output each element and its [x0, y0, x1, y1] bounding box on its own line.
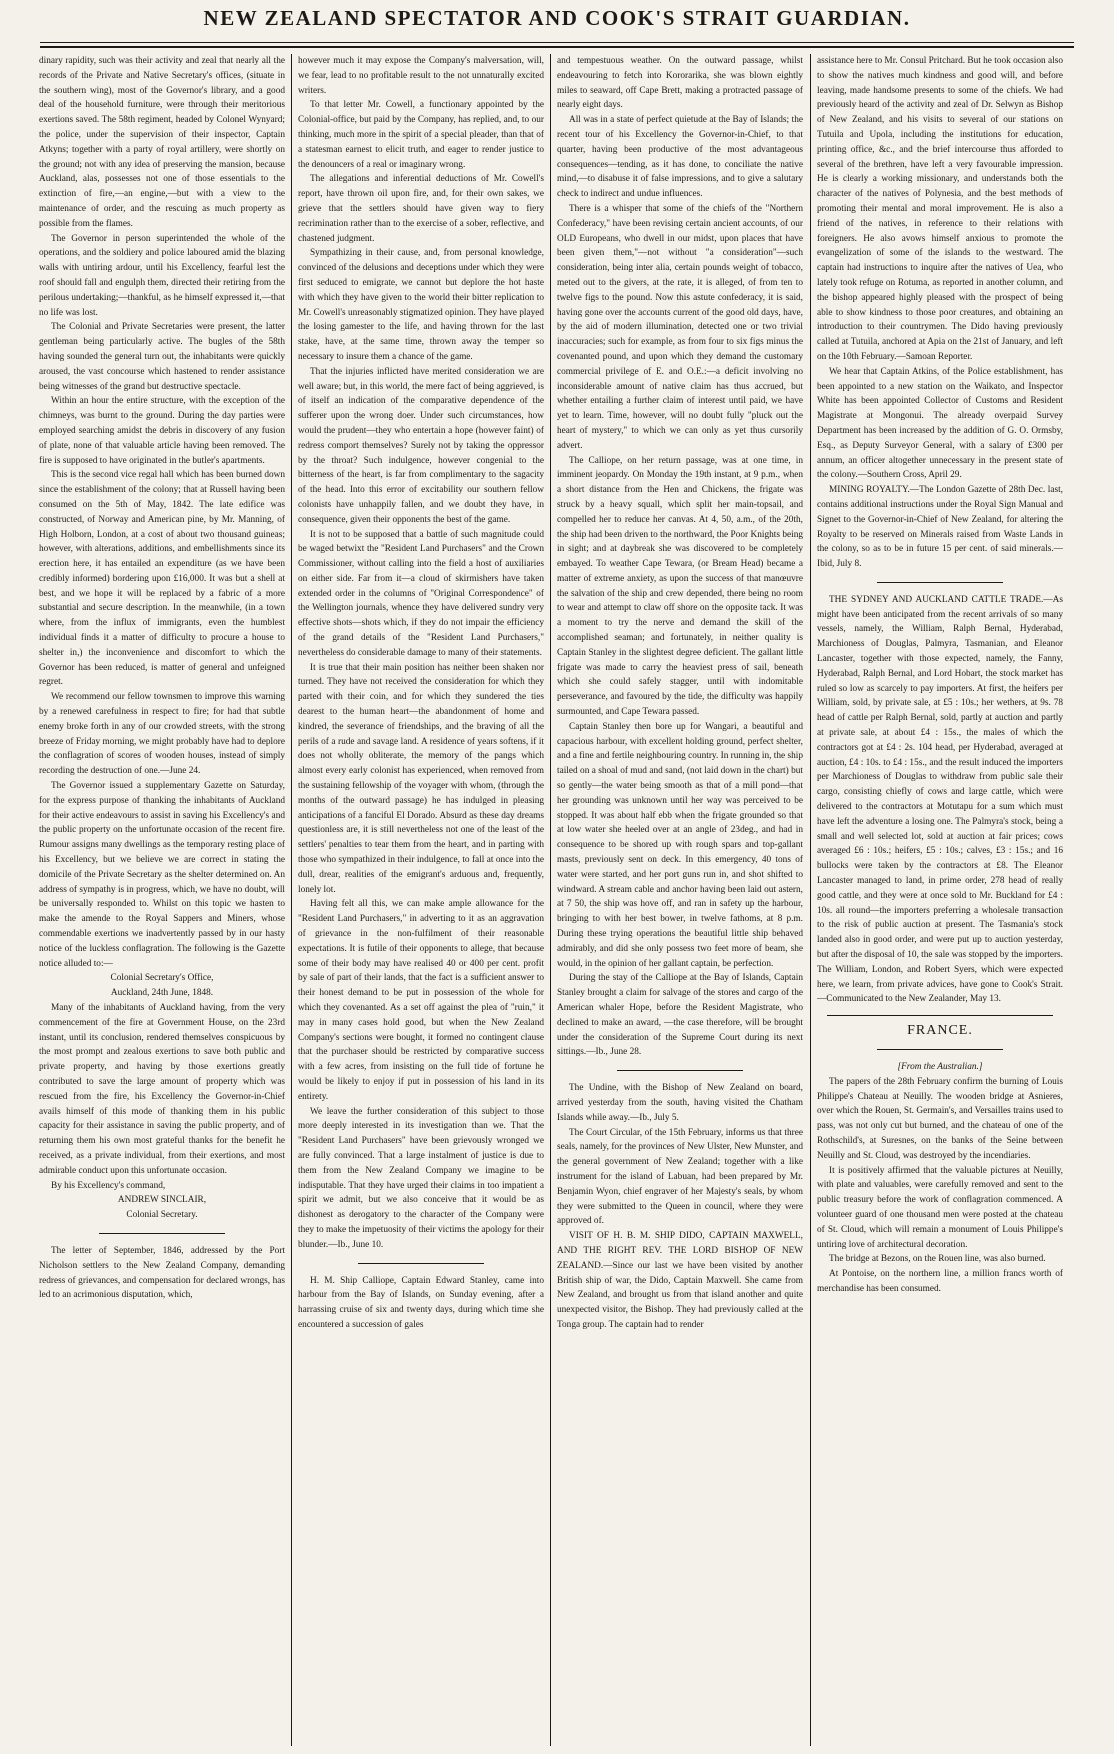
- paragraph: Sympathizing in their cause, and, from personal knowledge, convinced of the delusions and deceptions under which they were first seduced to emigrate, we cannot but deplore the hot haste with which they have given to the world their bitter replication to Mr. Cowell's unreasonably stigmatized opinion. They have played the losing gamester to the life, and having thrown for the last stake, have, at the same time, thrown away the temper so necessary to insure them a chance of the game.: [298, 248, 544, 362]
- paragraph: Captain Stanley then bore up for Wangari, a beautiful and capacious harbour, with excellent holding ground, perfect shelter, and a fine and fertile neighbouring country. In running in, the ship tailed on a shoal of mud and sand, (not laid down in the chart) but so gently—the water being smooth as that of a mill pond—that her grounding was unknown until her way was perceived to be stopped. It was about half ebb when the frigate grounded so that at low water she heeled over at an angle of 23deg., and had in consequence to be shored up with rough spars and top-gallant masts, previously sent on deck. In this emergency, 40 tons of water were started, and her port guns run in, and shot shifted to windward. A stream cable and anchor having been laid out astern, at 7 50, the ship was hove off, and ran in safety up the harbour, bringing to with her best bower, in twelve fathoms, at 8 p.m. During these trying operations the beautiful little ship behaved admirably, and did she only possess two feet more of beam, she would, in the opinion of her gallant captain, be perfection.: [557, 721, 803, 969]
- paragraph: however much it may expose the Company's malversation, will, we fear, lead to no profitable result to the not unnaturally excited writers.: [298, 56, 544, 96]
- article-separator: [877, 582, 1003, 583]
- paragraph: Within an hour the entire structure, with the exception of the chimneys, was burnt to the ground. During the day parties were employed searching amidst the debris in discovery of any fusion of plate, none of that valuable article having been removed. The fire is supposed to have originated in the butler's apartments.: [39, 396, 285, 466]
- paragraph: and tempestuous weather. On the outward passage, whilst endeavouring to fetch into Kororarika, she was blown eightly miles to seaward, off Cape Brett, making a protracted passage of nearly eight days.: [557, 56, 803, 111]
- paragraph: During the stay of the Calliope at the Bay of Islands, Captain Stanley brought a claim for salvage of the stores and cargo of the American whaler Hope, before the Resident Magistrate, who declined to make an award, —the case therefore, will be brought under the consideration of the Supreme Court during its next sittings.—Ib., June 28.: [557, 973, 803, 1058]
- column-divider: [550, 54, 551, 1746]
- paragraph: We leave the further consideration of this subject to those more deeply interested in its investigation than we. That the "Resident Land Purchasers" have been grievously wronged we are fully convinced. That a large instalment of justice is due to them from the New Zealand Company we imagine to be indisputable. That they have urged their claims in too impatient a spirit we admit, but we also conceive that it would be as dishonest as derogatory to the character of the Company were they to make the impetuosity of their victims the apology for their blunder.—Ib., June 10.: [298, 1106, 544, 1250]
- paragraph: At Pontoise, on the northern line, a million francs worth of merchandise has been consumed.: [817, 1269, 1063, 1294]
- paragraph: By his Excellency's command,: [51, 1180, 166, 1191]
- paragraph: dinary rapidity, such was their activity and zeal that nearly all the records of the Private and Native Secretary's offices, (situate in the southern wing), most of the Governor's library, and a good deal of the household furniture, were through their meritorious exertions saved. The 58th regiment, headed by Colonel Wynyard; the police, under the supervision of their inspector, Captain Atkyns; together with a party of royal artillery, were shortly on the ground; not with any idea of preserving the mansion, because Auckland, alas, possesses not one of those essentials to the extinction of fire,—an engine,—but with a view to the maintenance of order, and the rescuing as much property as possible from the flames.: [39, 56, 285, 229]
- paragraph: The bridge at Bezons, on the Rouen line, was also burned.: [829, 1254, 1046, 1265]
- paragraph: That the injuries inflicted have merited consideration we are well aware; but, in this world, the mere fact of being aggrieved, is of itself an indication of the comparative dependence of the sufferer upon the wrong doer. Under such circumstances, how would the prudent—they who entertain a hope (however faint) of redress comport themselves? Surely not by taking the oppressor by the throat? Such indulgence, however congenial to the bitterness of the heart, is far from complimentary to the sagacity of the head. Into this error of excitability our southern fellow colonists have unhappily fallen, and we doubt they have, in consequence, given their opponents the best of the game.: [298, 366, 544, 525]
- paragraph: It is true that their main position has neither been shaken nor turned. They have not received the consideration for which they parted with their coin, and for which they sundered the ties dearest to the human heart—the abandonment of home and kindred, the severance of friendships, and the braving of all the perils of a rude and savage land. A residence of years softens, if it does not wholly obliterate, the memory of the pangs which almost every early colonist has experienced, when removed from the sustaining fellowship of the voyager with whom, (through the months of the outward passage) he has indulged in pleasing anticipations of a fanciful El Dorado. Absurd as these day dreams questionless are, it is still nevertheless not one of the least of the settlers' penalties to tear them from the heart, and in parting with those who sympathized in their indulgence, to fall at once into the dull, drear, realities of the emigrant's arduous and, frequently, lonely lot.: [298, 662, 544, 895]
- paragraph: Having felt all this, we can make ample allowance for the "Resident Land Purchasers," in adverting to it as an aggravation of grievance in the non-fulfilment of their reasonable expectations. It is futile of their opponents to allege, that because some of their body may have realised 40 or 400 per cent. profit by sale of part of their lands, that the fact is a sufficient answer to their honest demand to be put in possession of the whole for which they covenanted. As a set off against the plea of "ruin," it may in many cases hold good, but when the New Zealand Company's sections were bought, it formed no contingent clause that the purchaser should be restricted by comparative success with a few acres, from insisting on the full tide of fortune he would be likely to enjoy if put in possession of his land in its entirety.: [298, 899, 544, 1102]
- paragraph: There is a whisper that some of the chiefs of the "Northern Confederacy," have been revising certain ancient accounts, of our OLD Europeans, who dwell in our midst, upon places that have been given them,"—not without "a consideration"—such consideration, being inter alia, certain pounds weight of tobacco, meted out to the givers, at the rate, it is alleged, of from ten to twelve figs to the pound. Now this astute confederacy, it is said, having gone over the accounts current of the good old days, have, by the aid of modern illumination, detected one or two trivial inaccuracies; such for example, as from four to six figs minus the covenanted pound, and upon which they demand the customary commercial privilege of E. and O.E.:—a deficit involving no inconsiderable amount of native claim has thus accrued, but whether entailing a further claim of interest until paid, we have yet to learn. Time, however, will no doubt fully "pluck out the heart of mystery," to which we can only as yet thus cursorily advert.: [557, 203, 803, 451]
- column-2: [298, 54, 544, 1746]
- paragraph: MINING ROYALTY.—The London Gazette of 28th Dec. last, contains additional instructions under the Royal Sign Manual and Signet to the Governor-in-Chief of New Zealand, for altering the Royalty to be reserved on Minerals raised from Waste Lands in the colony, so as to be in future 15 per cent. of said minerals.—Ibid, July 8.: [817, 485, 1063, 570]
- paragraph: We recommend our fellow townsmen to improve this warning by a renewed carefulness in respect to fire; for had that subtle enemy broke forth in any of our crowded streets, with the strong breeze of Friday morning, we might probably have had to deplore the conflagration of scores of wooden houses, instead of simply recording the destruction of one.—June 24.: [39, 692, 285, 777]
- column-divider: [810, 54, 811, 1746]
- paragraph: The allegations and inferential deductions of Mr. Cowell's report, have thrown oil upon fire, and, for their own sakes, we grieve that the settlers should have given way to fiery recrimination rather than to the exercise of a sober, reflective, and chastened judgment.: [298, 174, 544, 244]
- paragraph: The Court Circular, of the 15th February, informs us that three seals, namely, for the provinces of New Ulster, New Munster, and the general government of New Zealand; together with a like instrument for the island of Labuan, had been prepared by Mr. Benjamin Wyon, chief engraver of her Majesty's seals, by whom they were submitted to the Queen in council, where they were approved of.: [557, 1127, 803, 1227]
- masthead-title: NEW ZEALAND SPECTATOR AND COOK'S STRAIT GUARDIAN.: [203, 6, 911, 30]
- section-heading: FRANCE.: [907, 1023, 973, 1039]
- paragraph: We hear that Captain Atkins, of the Police establishment, has been appointed to a new station on the Waikato, and Inspector White has been appointed Collector of Customs and Resident Magistrate at Mongonui. The already overpaid Survey Department has been increased by the addition of G. O. Ormsby, Esq., as Deputy Surveyor General, with a salary of £300 per annum, an officer altogether unnecessary in the present state of the colony.—Southern Cross, April 29.: [817, 366, 1063, 481]
- section-rule: [827, 1015, 1053, 1016]
- paragraph: THE SYDNEY AND AUCKLAND CATTLE TRADE.—As might have been anticipated from the recent arrivals of so many vessels, namely, the William, Ralph Bernal, Hyderabad, Marchioness of Douglas, Palmyra, Tasmanian, and Eleanor Lancaster, together with those expected, namely, the Fanny, Hyderabad, Ralph Bernal, and Lord Hobart, the stock market has ruled so low as scarcely to pay importers. At first, the heifers per William, sold, by private sale, at £5 : 10s.; her wethers, at 9s. 78 head of cattle per Ralph Bernal, sold, partly at auction and partly at private sale, at about £4 : 15s., the males of which the contractors got at £4 : 2s. 104 head, per Hyderabad, averaged at auction, £4 : 10s. to £4 : 15s., and the result induced the importers per Marchioness of Douglas to withdraw from public sale their cargo, consisting chiefly of cows and large cattle, which were delivered to the contractors at Motutapu for a sum which must have left the adventure a losing one. The Palmyra's stock, being a small and well selected lot, sold at auction at fair prices; cows averaged £6 : 10s.; heifers, £5 : 10s.; calves, £3 : 15s.; and 16 bullocks were taken by the contractors at £8. The Eleanor Lancaster managed to land, in prime order, 278 head of really good cattle, and they were at once sold to Mr. Buckland for £4 : 10s. all round—the importers preferring a wholesale transaction to the risk of public auction at present. The Tasmania's stock landed also in good order, and were put up to auction yesterday, but after the disposal of 10, the sale was stopped by the importers. The William, London, and Robert Syers, which were expected here, we learn, from private advices, have gone to Cook's Strait.—Communicated to the New Zealander, May 13.: [817, 594, 1063, 1005]
- paragraph: The Colonial and Private Secretaries were present, the latter gentleman being particularly active. The bugles of the 58th having sounded the general turn out, the inhabitants were quickly aroused, the vast concourse which hastened to render assistance being witnesses of the grand but destructive spectacle.: [39, 322, 285, 392]
- column-3: [557, 54, 803, 1746]
- signature-title: Colonial Secretary.: [126, 1210, 198, 1221]
- column-4: [817, 54, 1063, 1746]
- article-separator: [99, 1233, 225, 1234]
- dateline-date: Auckland, 24th June, 1848.: [110, 988, 214, 999]
- masthead-rule-thick: [40, 46, 1074, 48]
- paragraph: It is not to be supposed that a battle of such magnitude could be waged betwixt the "Resident Land Purchasers" and the Crown Commissioner, without calling into the field a host of auxiliaries on either side. Far from it—a cloud of skirmishers have taken extended order in the columns of "Original Correspondence" of the Wellington journals, whence they have delivered sundry very effective shots—shots which, if they do not impair the efficiency of the grand details of the "Resident Land Purchasers," nevertheless do considerable damage to many of their statements.: [298, 529, 544, 658]
- signature-name: ANDREW SINCLAIR,: [117, 1195, 207, 1206]
- column-divider: [291, 54, 292, 1746]
- paragraph: VISIT OF H. B. M. SHIP DIDO, CAPTAIN MAXWELL, AND THE RIGHT REV. THE LORD BISHOP OF NEW ZEALAND.—Since our last we have been visited by another British ship of war, the Dido, Captain Maxwell. She came from New Zealand, and brought us from that island another and quite unexpected visitor, the Bishop. They had previously called at the Tonga group. The captain had to render: [557, 1231, 803, 1330]
- column-1: [39, 54, 285, 1746]
- paragraph: It is positively affirmed that the valuable pictures at Neuilly, with plate and valuables, were carefully removed and sent to the public treasury before the work of conflagration commenced. A volunteer guard of one thousand men were posted at the chateau of St. Cloud, which will remain a monument of Louis Philippe's untiring love of architectural decoration.: [817, 1165, 1063, 1250]
- paragraph: This is the second vice regal hall which has been burned down since the establishment of the colony; that at Russell having been consumed on the 5th of May, 1842. The late edifice was constructed, of Norway and American pine, by Mr. Manning, of High Holborn, London, at a cost of about two thousand guineas; however, with alterations, additions, and embellishments since its erection here, it has entailed an expenditure (as we have been credibly informed) bordering upon £16,000. It was but a shell at best, and we hope it will be replaced by a fabric of a more substantial and secure description. In the meanwhile, (in a town where, from the influx of immigrants, even the humblest individual finds it a matter of difficulty to procure a house to shelter in,) the inconvenience and discomfort to which the Governor has been reduced, is matter of general and unfeigned regret.: [39, 470, 285, 688]
- paragraph: H. M. Ship Calliope, Captain Edward Stanley, came into harbour from the Bay of Islands, on Sunday evening, after a harrassing cruise of six and twenty days, during which time she encountered a succession of gales: [298, 1275, 544, 1330]
- source-credit: [From the Australian.]: [897, 1062, 983, 1072]
- paragraph: assistance here to Mr. Consul Pritchard. But he took occasion also to show the natives much kindness and good will, and before leaving, made handsome presents to some of the chiefs. We had previously heard of the activity and zeal of Dr. Selwyn as Bishop of New Zealand, and his visits to several of our stations on Tutuila and Upola, including the institutions for education, printing office, &c., and the brief intercourse thus afforded to several of the brethren, have left a very favourable impression. He is clearly a working missionary, and understands both the character of the natives of Polynesia, and the best methods of promoting their mental and moral improvement. He is also a friend of the natives, in reference to their relations with foreigners. He also avows himself anxious to promote the evangelization of some of the islands to the westward. The captain had instructions to inquire after the natives of Uea, who lately took refuge on Rotuma, as reported in another column, and the bishop appeared highly pleased with the prospect of being able to show kindness to those poor creatures, and obtaining an introduction to their countrymen. The Dido having previously called at Tutuila, anchored at Apia on the 21st of January, and left on the 10th February.—Samoan Reporter.: [817, 56, 1063, 362]
- paragraph: The Calliope, on her return passage, was at one time, in imminent jeopardy. On Monday the 19th instant, at 9 p.m., when a short distance from the Hen and Chickens, the frigate was struck by a heavy squall, which split her main-topsail, and compelled her to reduce her canvas. At 4, 50, a.m., of the 20th, the ship had been driven to the northward, the Poor Knights being in sight; and at daybreak she was discovered to be completely embayed. To weather Cape Tewara, (or Bream Head) became a matter of extreme anxiety, as upon the success of that manœuvre the salvation of the ship and crew depended, there being no room to wear and attempt to claw off shore on the opposite tack. It was a moment to try the nerve and demand the skill of the accomplished seaman; and fortunately, in neither quality is Captain Stanley in the slightest degree deficient. The gallant little frigate was made to carry the heaviest press of sail, beneath which she could safely stagger, until with indomitable perseverance, and favoured by the tide, the difficulty was happily surmounted, and Cape Tewara passed.: [557, 455, 803, 718]
- paragraph: Many of the inhabitants of Auckland having, from the very commencement of the fire at Government House, on the 23rd instant, until its conclusion, rendered themselves conspicuous by the most prompt and zealous exertions to save both public and private property, and having by those exertions greatly contributed to save the large amount of property which was rescued from the fire, his Excellency the Governor-in-Chief avails himself of this mode of thanking them in his public capacity for their assistance in saving the public property, and of returning them his own most grateful thanks for the benefit he received, as a private individual, from their exertions, and most admirable conduct upon this unfortunate occasion.: [39, 1003, 285, 1176]
- dateline-office: Colonial Secretary's Office,: [110, 973, 214, 984]
- paragraph: All was in a state of perfect quietude at the Bay of Islands; the recent tour of his Excellency the Governor-in-Chief, to that quarter, having been productive of the most advantageous consequences—tending, as it has done, to conciliate the native mind,—to disabuse it of false impressions, and to give a salutary check to indirect and undue influences.: [557, 115, 803, 200]
- article-separator: [358, 1263, 484, 1264]
- paragraph: The letter of September, 1846, addressed by the Port Nicholson settlers to the New Zealand Company, demanding redress of grievances, and compensation for declared wrongs, has led to an acrimonious disputation, which,: [39, 1245, 285, 1301]
- paragraph: The papers of the 28th February confirm the burning of Louis Philippe's Chateau at Neuilly. The wooden bridge at Asnieres, over which the Rouen, St. Germain's, and Versailles trains used to pass, was not only cut but burned, and the chateau of one of the Rothschild's, at Suresnes, on the banks of the Seine between Neuilly and St. Cloud, was destroyed by the incendiaries.: [817, 1076, 1063, 1161]
- article-separator: [617, 1070, 743, 1071]
- heading-rule: [877, 1049, 1003, 1050]
- paragraph: The Governor in person superintended the whole of the operations, and the soldiery and police laboured amid the blazing walls with untiring ardour, until his Excellency, fearful lest the roof should fall and engulph them, directed their retiring from the perilous undertaking;—thankful, as he himself expressed it,—that no life was lost.: [39, 233, 285, 318]
- masthead-rule: [40, 42, 1074, 43]
- paragraph: To that letter Mr. Cowell, a functionary appointed by the Colonial-office, but paid by the Company, has replied, and, to our thinking, much more in the spirit of a special pleader, than that of a statesman earnest to elicit truth, and eager to render justice to the denouncers of a real or imaginary wrong.: [298, 100, 544, 170]
- paragraph: The Governor issued a supplementary Gazette on Saturday, for the express purpose of thanking the inhabitants of Auckland for their active endeavours to assist in saving his Excellency's and the public property on the unfortunate occasion of the recent fire. Rumour assigns many dwellings as the temporary resting place of his Excellency, but we believe we are correct in stating the domicile of the Private Secretary as the shelter determined on. An address of sympathy is in progress, which, we have no doubt, will be universally responded to. Whilst on this topic we hasten to make the amende to the Royal Sappers and Miners, whose commendable exertions we inadvertently passed by in our hasty notice of the luckless conflagration. The following is the Gazette notice alluded to:—: [39, 781, 285, 969]
- paragraph: The Undine, with the Bishop of New Zealand on board, arrived yesterday from the south, having visited the Chatham Islands while away.—Ib., July 5.: [557, 1083, 803, 1123]
